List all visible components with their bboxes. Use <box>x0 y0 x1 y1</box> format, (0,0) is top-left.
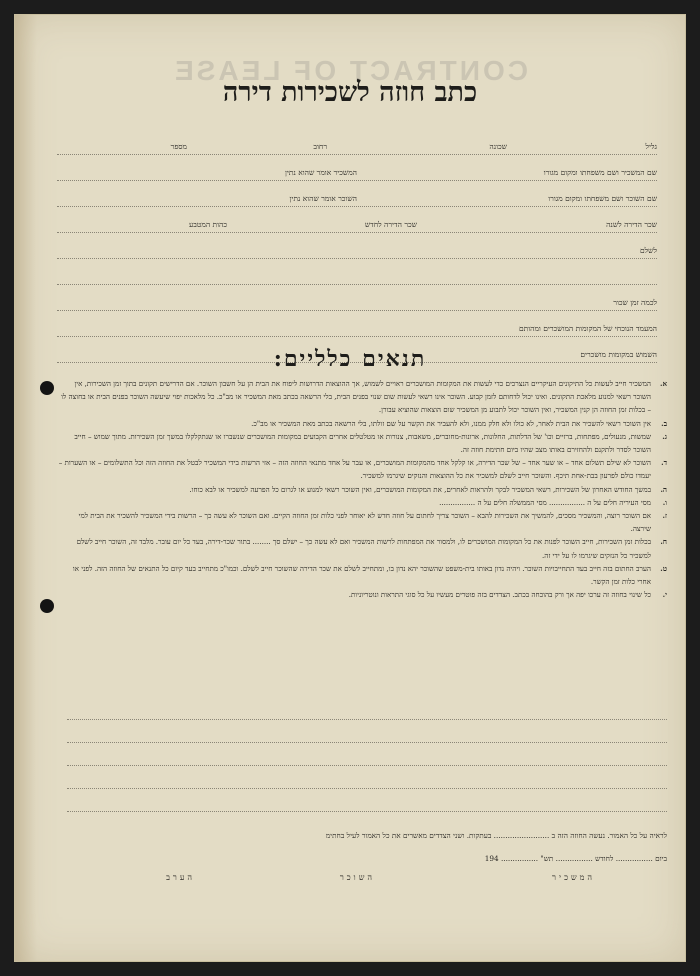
contract-fields <box>57 133 657 367</box>
blank-line[interactable] <box>67 743 667 766</box>
field-row[interactable] <box>57 133 657 155</box>
lease-contract-page <box>14 14 686 962</box>
blank-line[interactable] <box>67 720 667 743</box>
clause-text: כל שינוי בחוזה זה ערכו יפה אך ורק בהוכחה בכתב. הצדדים בזה פוטרים מעשיו על כל סוגי התראות ונוטריוניות. <box>348 590 651 600</box>
clause-text: מסי העיריה חלים על ה ................ מסי הממשלה חלים על ה ................ <box>439 497 651 507</box>
paper-stain <box>15 15 37 961</box>
clause-number: ח. <box>660 537 667 547</box>
field-sublabel: כהות המטבע <box>188 220 227 229</box>
blank-line[interactable] <box>67 766 667 789</box>
clause <box>57 456 667 482</box>
field-label: שכר הדירה לשנה <box>606 220 657 229</box>
clause-text: בכלות זמן השכירות, חייב השוכר לפנות את כל המקומות המושכרים לו, ולמסור את המפתחות לרשות המשכיר ואם לא עשה כך – ישלם סך ........ בתור שכר-דירה, בעד כל יום עובר. מלבד זה, השוכר חייב לשלם למשכיר כל הנזקים שיגרמו לו על ידי זה. <box>76 537 651 560</box>
clause <box>57 377 667 417</box>
field-sublabel: המשכיר אומר שהוא נתין <box>284 168 357 177</box>
field-row[interactable] <box>57 315 657 337</box>
field-label: שם השוכר ושם משפחתו ומקום מגורו <box>548 194 657 203</box>
punch-hole-bottom <box>40 599 54 613</box>
field-label: שם המשכיר ושם משפחתו ומקום מגורו <box>543 168 657 177</box>
blank-line[interactable] <box>67 697 667 720</box>
clause-text: השוכר לא שילם תשלום אחד – או שער אחד – של שכר הדירה, או קלקל אחד מהמקומות המושכרים, או עבר על אחד מתנאי החוזה הזה – אזי הרשות בידי המשכיר לבטל את החוזה הזה וכל התשלומים – או השערות – יעמדו כולם לפרעון בבת-אחת תיכף. והשוכר חייב לשלם למשכיר את כל ההוצאות והנזקים שיגרמו למשכיר. <box>58 458 651 481</box>
field-label: השמוש במקומות מושכרים <box>580 350 657 359</box>
clause <box>57 535 667 561</box>
watermark-title: CONTRACT OF LEASE <box>172 55 528 86</box>
clause-number: ז. <box>662 511 667 521</box>
clause <box>57 483 667 496</box>
clause <box>57 562 667 588</box>
clause <box>57 496 667 509</box>
field-row[interactable] <box>57 159 657 181</box>
signature-guarantor: הערב <box>166 873 195 882</box>
clause <box>57 430 667 456</box>
field-row[interactable] <box>57 185 657 207</box>
clause-number: ב. <box>661 418 667 428</box>
clause <box>57 509 667 535</box>
field-row[interactable] <box>57 211 657 233</box>
clause-text: הערב החתום בזה חייב בעד התחייבויות השוכר. ויהיה נדון באותו בית-משפט שהשוכר יהא נדון בו, ומתחייב לשלם את שכר הדירה שהשוכר חייב לשלם. וכמו"כ מתחייב בעד קיום כל התנאים של החוזה הזה. לפני או אחרי כלות זמן הקשר. <box>72 563 651 587</box>
field-row[interactable] <box>57 237 657 259</box>
clause <box>57 417 667 430</box>
field-sublabel: רחוב <box>313 142 327 151</box>
field-sublabel: שכונה <box>489 142 507 151</box>
blank-lines <box>67 697 667 812</box>
field-label: המעמד הנוכחי של המקומות המושכרים ומהותם <box>518 324 657 333</box>
closing-line-2: ביום ................ לחודש ................ תש" ................ 194 <box>484 854 667 863</box>
field-sublabel: שכר הדירה לחדש <box>364 220 417 229</box>
closing-statement <box>67 831 667 863</box>
field-row[interactable] <box>57 263 657 285</box>
blank-line[interactable] <box>67 789 667 812</box>
clause-number: ד. <box>661 458 667 468</box>
clause-text: המשכיר חייב לעשות כל התיקונים העיקריים הנצרכים כדי לעשות את המקומות המושכרים ראויים לשמוש, אך ההוצאות הדרושות ליפוח את הבית הן על חשבון השוכר. אם הדרישים תקונים בתוך זמן השכירות, אין השוכר רשאי למנוע מלאכת התקונים. ואינו יכול לדחותם לזמן קבוע. השוכר אינו רשאי לעשות שום שנוי בפנים הבית, בלי הרשאה בכתב מאת המשכיר או מב"כ. כל מלאכות יפוי שיעשה השוכר בפנים הבית או בחוצה לו – בכלות זמן החוזה הן קנין המשכיר, ואין השוכר יכול לתבוע מן המשכיר שום הוצאות שהוציא עבורן. <box>61 379 651 415</box>
field-label: לכמה זמן שכור <box>613 298 657 307</box>
clauses-list <box>57 377 667 601</box>
clause-text: שמשות, מנעולים, מפתחות, ברזיים וכו' של הדלתות, החלונות, ארונות-מחוברים, משאבות, צנורות או מטלטלים אחרים הקבועים במקומות המושכרים שנשברו או שנתקלקלו במשך זמן השכירות. מתוך שמוש – חייב השוכר לסדר ולתקנם ולהחזירם באותו מצב שהיו ביום חתימת חוזה זה. <box>74 431 651 455</box>
clause-number: א. <box>659 379 667 388</box>
clause-text: אם השוכר רוצה, והמשכיר מסכים, להמשיך את השכירות להבא – השוכר צריך לחתום על חוזה חדש לא יאוחר לפני כלות זמן החוזה הקיים. ואם השוכר לא עשה כך – הרשות בידי המשכיר להשכיר את הבית למי שירצה. <box>78 511 651 534</box>
closing-line-1: לראיה על כל האמור. נעשה החוזה הזה ב ........................ בעתקות. ושני הצדדים מאשרים את כל האמור לעיל בחתימ <box>325 831 667 840</box>
punch-hole-top <box>40 381 54 395</box>
clause-number: ה. <box>660 484 667 494</box>
signature-landlord: המשכיר <box>552 873 595 882</box>
section-title: תנאים כלליים: <box>273 346 427 372</box>
clause-number: ו. <box>662 497 667 507</box>
field-sublabel: השוכר אומר שהוא נתין <box>289 194 357 203</box>
clause-number: ט. <box>660 563 667 573</box>
clause-number: ג. <box>662 431 667 441</box>
field-row[interactable] <box>57 289 657 311</box>
field-label: גליל <box>645 142 657 151</box>
signature-tenant: השוכר <box>339 873 375 882</box>
field-label: לשלם <box>639 246 657 255</box>
clause <box>57 588 667 601</box>
field-sublabel: מספר <box>170 142 187 151</box>
clause-text: אין השוכר רשאי להשכיר את הבית לאחר, לא כולו ולא חלק ממנו, ולא להעביר את הקשר על שם זולתו, בלי הרשאה בכתב מאת המשכיר או מב"כ. <box>251 418 651 428</box>
page-title: כתב חוזה לשכירות דירה <box>222 77 478 108</box>
clause-number: י. <box>662 590 667 600</box>
clause-text: במשך החודש האחרון של השכירות, רשאי המשכיר לבקר ולהראות לאחרים, את המקומות המושכרים, ואין השוכר רשאי למנוע או לגרום כל הפרעה למשכיר או לבא כוחו. <box>189 484 651 494</box>
